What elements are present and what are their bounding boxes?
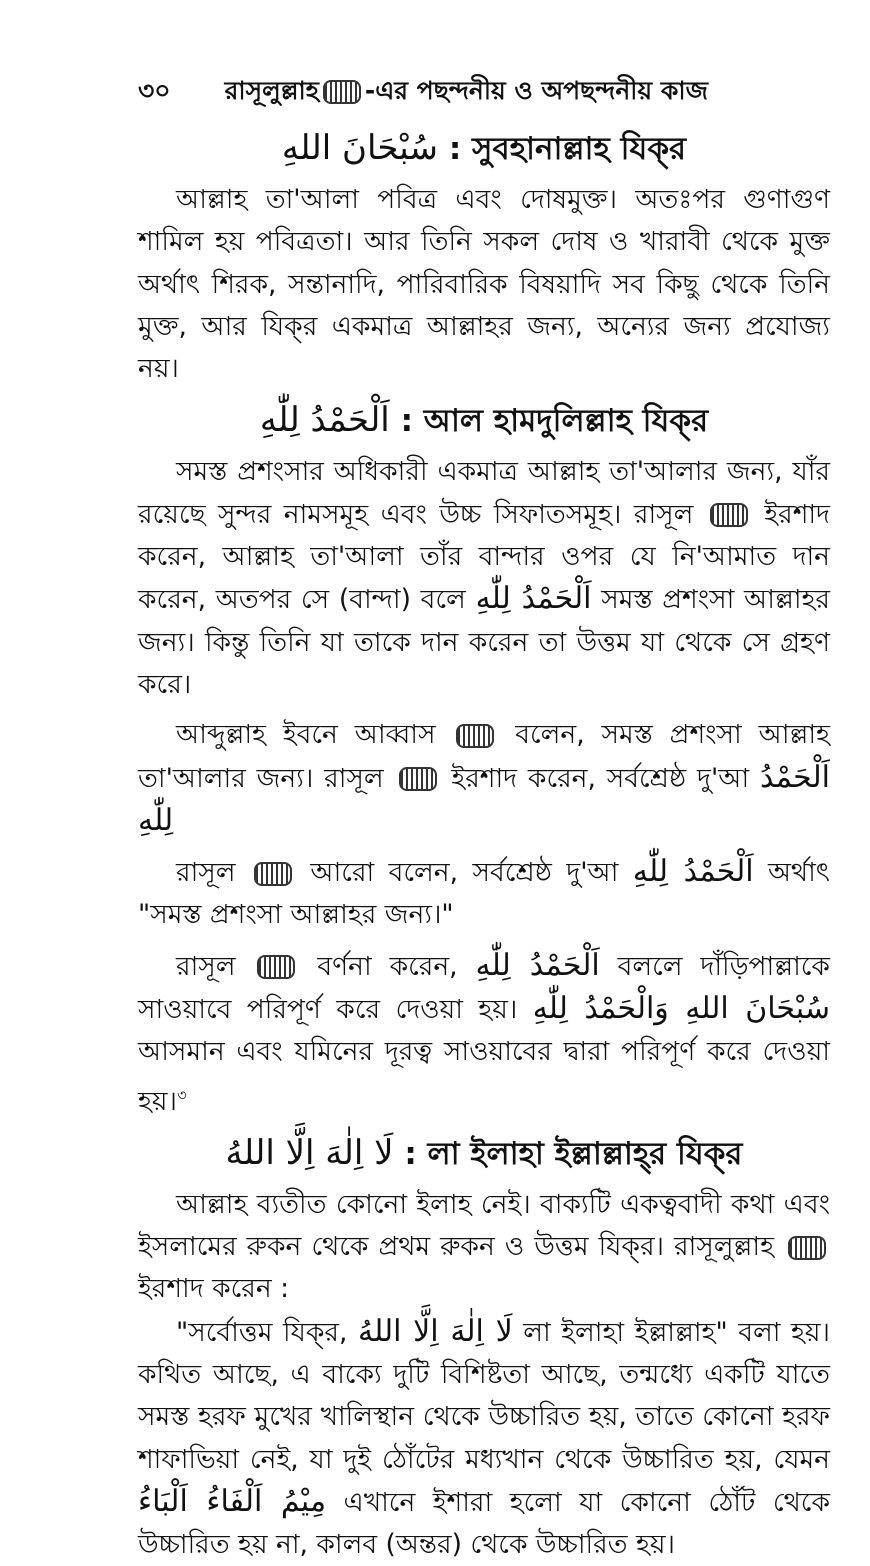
- text-run: সমস্ত প্রশংসা আল্লাহর জন্য। কিন্তু তিনি যা তাকে দান করেন তা উত্তম যা থেকে সে গ্রহণ করে।: [138, 584, 830, 700]
- text-run: "সর্বোত্তম যিক্‌র,: [176, 1316, 348, 1348]
- title-suffix: -এর পছন্দনীয় ও অপছন্দনীয় কাজ: [364, 75, 708, 105]
- arabic-phrase: سُبْحَانَ اللهِ وَالْحَمْدُ لِلّٰهِ: [532, 991, 830, 1027]
- text-run: ইরশাদ করেন :: [138, 1273, 290, 1305]
- arabic-phrase: اَلْحَمْدُ لِلّٰهِ: [138, 759, 830, 838]
- page-number: ৩০: [138, 75, 171, 105]
- salutation-seal-icon: [456, 724, 494, 748]
- heading-text: : সুবহানাল্লাহ যিক্‌র: [448, 131, 687, 167]
- text-run: আব্দুল্লাহ ইবনে আব্বাস: [176, 719, 436, 751]
- text-run: বলেন, সমস্ত প্রশংসা আল্লাহ তা'আলার জন্য। রাসূল: [138, 719, 830, 794]
- text-run: সমস্ত প্রশংসার অধিকারী একমাত্র আল্লাহ তা'আলার জন্য, যাঁর রয়েছে সুন্দর নামসমূহ এবং উচ্চ সিফাতসমূহ। রাসূল: [138, 456, 830, 530]
- paragraph: [138, 451, 830, 706]
- salutation-seal-icon: [254, 862, 292, 886]
- text-run: রাসূল: [176, 950, 236, 982]
- footnote-marker: ৩: [177, 1085, 187, 1104]
- heading-text: : আল হামদুলিল্লাহ যিক্‌র: [400, 403, 709, 440]
- section-heading-alhamdulillah: [138, 392, 830, 449]
- page-body: [138, 118, 830, 1566]
- salutation-seal-icon: [257, 955, 295, 979]
- arabic-phrase: لَا اِلٰهَ اِلَّا اللهُ: [358, 1313, 513, 1349]
- salutation-seal-icon: [399, 767, 437, 791]
- paragraph: [138, 714, 830, 843]
- text-run: আল্লাহ ব্যতীত কোনো ইলাহ নেই। বাক্যটি একত্ববাদী কথা এবং ইসলামের রুকন থেকে প্রথম রুকন ও উত্তম যিক্‌র। রাসূলুল্লাহ: [138, 1188, 830, 1263]
- arabic-phrase: اَلْحَمْدُ لِلّٰهِ: [475, 947, 600, 983]
- running-title: [171, 71, 762, 114]
- section-heading-subhanallah: [138, 120, 830, 177]
- text-run: বর্ণনা করেন,: [317, 950, 458, 982]
- paragraph: [138, 1311, 830, 1566]
- salutation-seal-icon: [710, 503, 748, 527]
- text-run: বললে দাঁড়িপাল্লাকে সাওয়াবে পরিপূর্ণ করে দেওয়া হয়।: [138, 950, 830, 1026]
- section-heading-lailaha: [138, 1125, 830, 1182]
- text-run: ইরশাদ করেন, সর্বশ্রেষ্ঠ দু'আ: [451, 762, 750, 794]
- heading-arabic: لَا اِلٰهَ اِلَّا اللهُ: [225, 1132, 394, 1173]
- title-prefix: রাসূলুল্লাহ: [224, 75, 319, 105]
- paragraph: [138, 851, 830, 937]
- text-run: রাসূল: [176, 857, 236, 889]
- salutation-seal-icon: [323, 80, 361, 104]
- heading-text: : লা ইলাহা ইল্লাল্লাহ্‌র যিক্‌র: [404, 1135, 743, 1172]
- text-run: আরো বলেন, সর্বশ্রেষ্ঠ দু'আ: [310, 857, 619, 889]
- text-run: এখানে ইশারা হলো যা কোনো ঠোঁট থেকে উচ্চারিত হয় না, কালব (অন্তর) থেকে উচ্চারিত হয়।: [138, 1486, 830, 1561]
- arabic-phrase: اَلْحَمْدُ لِلّٰهِ: [475, 581, 592, 617]
- text-run: অর্থাৎ "সমস্ত প্রশংসা আল্লাহর জন্য।": [138, 857, 830, 931]
- paragraph: আল্লাহ তা'আলা পবিত্র এবং দোষমুক্ত। অতঃপর গুণাগুণ শামিল হয় পবিত্রতা। আর তিনি সকল দোষ ও খারাবী থেকে মুক্ত অর্থাৎ শিরক, সন্তানাদি, পারিবারিক বিষয়াদি সব কিছু থেকে তিনি মুক্ত, আর যিক্‌র একমাত্র আল্লাহর জন্য, অন্যের জন্য প্রযোজ্য নয়।: [138, 184, 830, 385]
- text-run: ইরশাদ করেন, আল্লাহ তা'আলা তাঁর বান্দার ওপর যে নি'আমাত দান করেন, অতপর সে (বান্দা) বলে: [138, 498, 830, 616]
- paragraph: [138, 945, 830, 1123]
- heading-arabic: سُبْحَانَ اللهِ: [281, 128, 439, 168]
- heading-arabic: اَلْحَمْدُ لِلّٰهِ: [259, 400, 390, 441]
- paragraph: [138, 1184, 830, 1311]
- page-header: [138, 74, 762, 110]
- text-run: আসমান এবং যমিনের দূরত্ব সাওয়াবের দ্বারা পরিপূর্ণ করে দেওয়া হয়।: [138, 1036, 830, 1117]
- arabic-phrase: اَلْحَمْدُ لِلّٰهِ: [632, 854, 754, 890]
- arabic-phrase: مِيْمُ اَلْفَاءُ اَلْبَاءُ: [138, 1483, 327, 1519]
- text-run: লা ইলাহা ইল্লাল্লাহ" বলা হয়। কথিত আছে, এ বাক্যে দুটি বিশিষ্টতা আছে, তন্মধ্যে একটি যাতে সমস্ত হরফ মুখের খালিস্থান থেকে উচ্চারিত হয়, তাতে কোনো হরফ শাফাভিয়া নেই, যা দুই ঠোঁটের মধ্যখান থেকে উচ্চারিত হয়, যেমন: [138, 1316, 830, 1475]
- salutation-seal-icon: [788, 1236, 826, 1260]
